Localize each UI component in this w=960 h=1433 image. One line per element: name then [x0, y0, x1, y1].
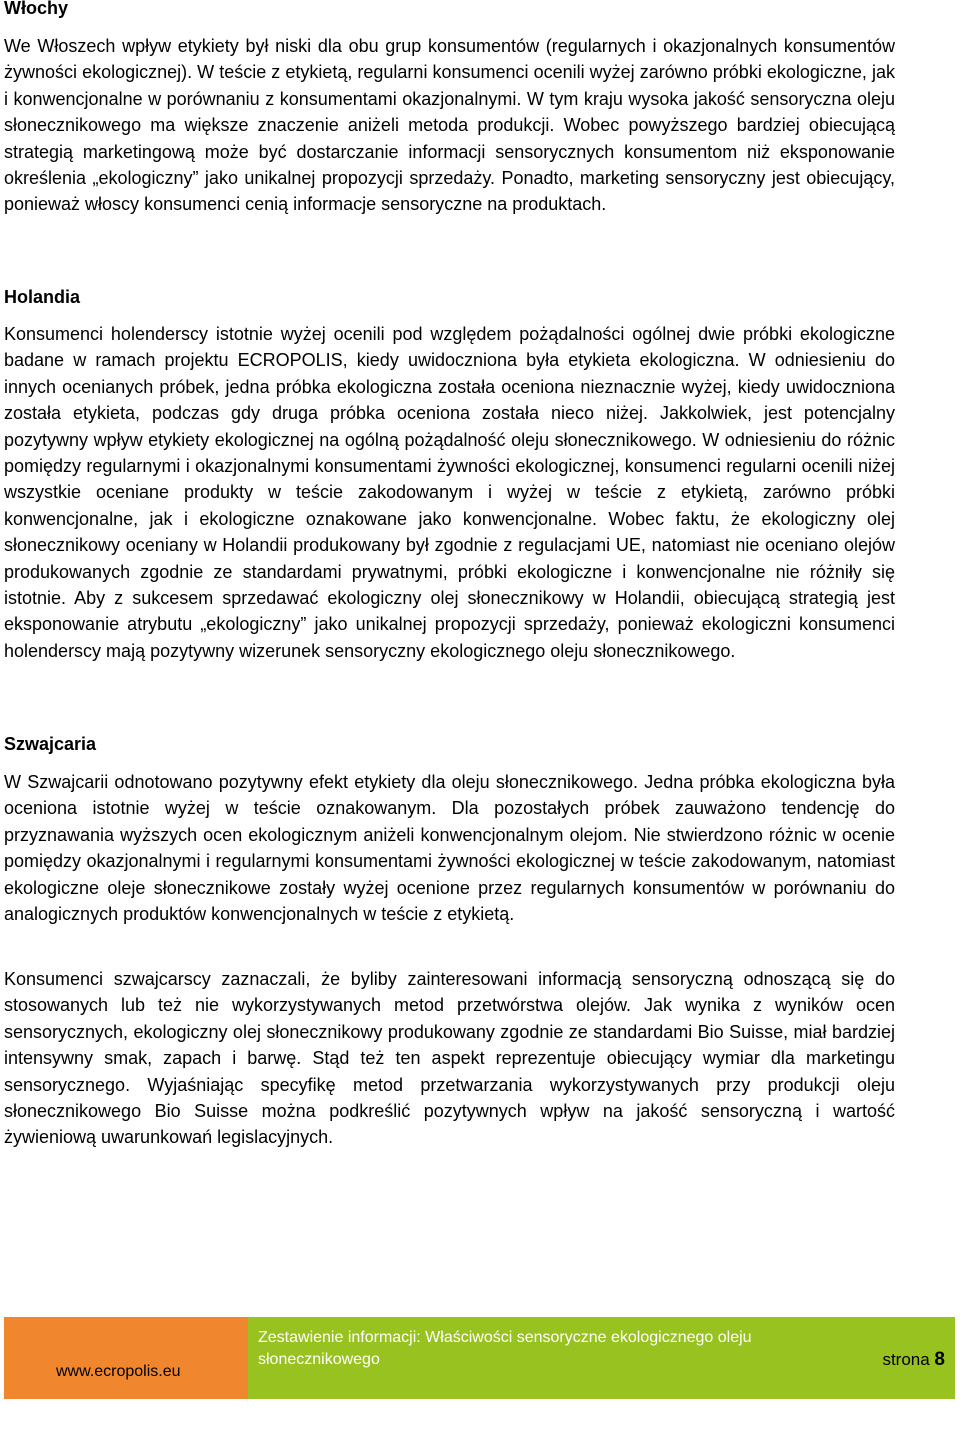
footer-website-link[interactable]: www.ecropolis.eu	[56, 1363, 181, 1380]
paragraph-szwajcaria-2: Konsumenci szwajcarscy zaznaczali, że byliby zainteresowani informacją sensoryczną odnoszącą się do stosowanych lub też nie wykorzystywanych metod przetwórstwa olejów. Jak wynika z wyników ocen sensorycznych, ekologiczny olej słonecznikowy produkowany zgodnie ze standardami Bio Suisse, miał bardziej intensywny smak, zapach i barwę. Stąd też ten aspekt reprezentuje obiecujący wymiar dla marketingu sensorycznego. Wyjaśniając specyfikę metod przetwarzania wykorzystywanych przy produkcji oleju słonecznikowego Bio Suisse można podkreślić pozytywnych wpływ na jakość sensoryczną i wartość żywieniową uwarunkowań legislacyjnych.	[4, 969, 895, 1148]
paragraph-szwajcaria-1: W Szwajcarii odnotowano pozytywny efekt etykiety dla oleju słonecznikowego. Jedna próbka ekologiczna była oceniona istotnie wyżej w teście oznakowanym. Dla pozostałych próbek zauważono tendencję do przyznawania wyższych ocen ekologicznym aniżeli konwencjonalnym olejom. Nie stwierdzono różnic w ocenie pomiędzy okazjonalnymi i regularnymi konsumentami żywności ekologicznej w teście zakodowanym, natomiast ekologiczne oleje słonecznikowe zostały wyżej ocenione przez regularnych konsumentów w porównaniu do analogicznych produktów konwencjonalnych w teście z etykietą.	[4, 772, 895, 925]
footer-title: Zestawienie informacji: Właściwości sensoryczne ekologicznego oleju słonecznikowego	[258, 1329, 752, 1368]
page-number-value: 8	[934, 1349, 945, 1370]
paragraph-wlochy: We Włoszech wpływ etykiety był niski dla obu grup konsumentów (regularnych i okazjonalnych konsumentów żywności ekologicznej). W teście z etykietą, regularni konsumenci ocenili wyżej zarówno próbki ekologiczne, jak i konwencjonalne w porównaniu z konsumentami okazjonalnymi. W tym kraju wysoka jakość sensoryczna oleju słonecznikowego ma większe znaczenie aniżeli metoda produkcji. Wobec powyższego bardziej obiecującą strategią marketingową może być dostarczanie informacji sensorycznych konsumentom niż eksponowanie określenia „ekologiczny” jako unikalnej propozycji sprzedaży. Ponadto, marketing sensoryczny jest obiecujący, ponieważ włoscy konsumenci cenią informacje sensoryczne na produktach.	[4, 36, 895, 215]
footer-website-box	[4, 1317, 248, 1399]
section-heading-wlochy: Włochy	[4, 0, 69, 18]
paragraph-holandia: Konsumenci holenderscy istotnie wyżej ocenili pod względem pożądalności ogólnej dwie próbki ekologiczne badane w ramach projektu ECROPOLIS, kiedy uwidoczniona była etykieta ekologiczna. W odniesieniu do innych ocenianych próbek, jedna próbka ekologiczna została oceniona nieznacznie wyżej, kiedy uwidoczniona została etykieta, podczas gdy druga próbka oceniona została nieco niżej. Jakkolwiek, jest potencjalny pozytywny wpływ etykiety ekologicznej na ogólną pożądalność oleju słonecznikowego. W odniesieniu do różnic pomiędzy regularnymi i okazjonalnymi konsumentami żywności ekologicznej, konsumenci regularni ocenili niżej wszystkie oceniane produkty w teście zakodowanym i wyżej w teście z etykietą, zarówno próbki konwencjonalne, jak i ekologiczne oznakowane jako konwencjonalne. Wobec faktu, że ekologiczny olej słonecznikowy oceniany w Holandii produkowany był zgodnie z regulacjami UE, natomiast nie oceniano olejów produkowanych zgodnie ze standardami prywatnymi, próbki ekologiczne i konwencjonalne nie różniły się istotnie. Aby z sukcesem sprzedawać ekologiczny olej słonecznikowy w Holandii, obiecującą strategią jest eksponowanie atrybutu „ekologiczny” jako unikalnej propozycji sprzedaży, ponieważ ekologiczni konsumenci holenderscy mają pozytywny wizerunek sensoryczny ekologicznego oleju słonecznikowego.	[4, 324, 895, 661]
footer-title-box	[248, 1317, 955, 1399]
section-heading-holandia: Holandia	[4, 287, 81, 307]
page-footer	[4, 1317, 955, 1399]
page-label: strona	[882, 1350, 930, 1369]
section-heading-szwajcaria: Szwajcaria	[4, 734, 97, 754]
page-number	[882, 1349, 945, 1371]
